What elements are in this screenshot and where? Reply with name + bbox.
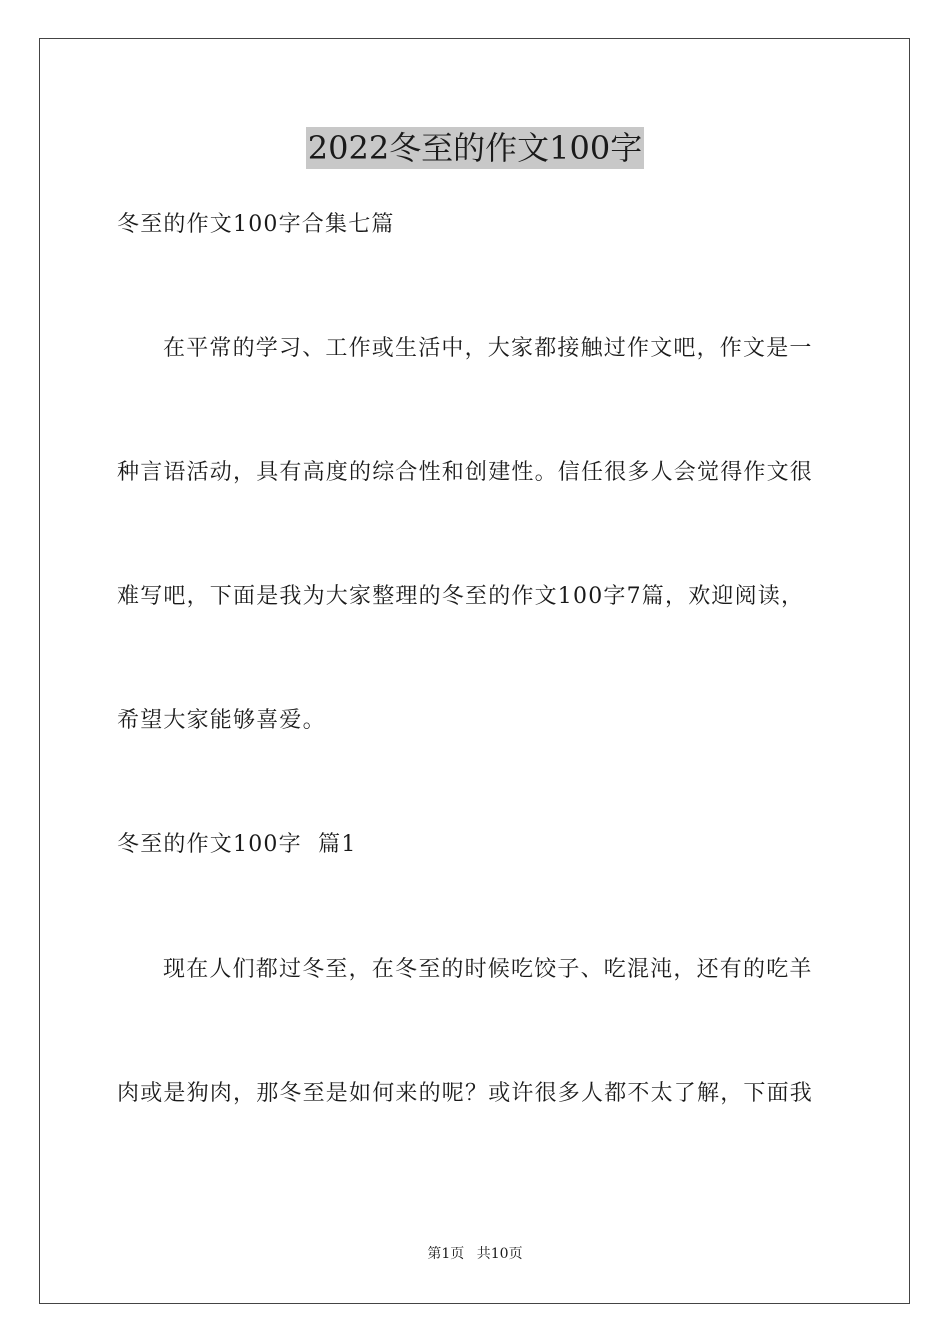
page-footer [0,1245,950,1263]
paragraph-line: 肉或是狗肉，那冬至是如何来的呢？或许很多人都不太了解，下面我 [117,1081,814,1106]
section-heading: 冬至的作文100字 篇1 [117,832,357,857]
paragraph-line: 种言语活动，具有高度的综合性和创建性。信任很多人会觉得作文很 [117,460,814,485]
page-total: 共10页 [476,1246,523,1262]
paragraph-line: 现在人们都过冬至，在冬至的时候吃饺子、吃混沌，还有的吃羊 [163,957,813,982]
document-title: 2022冬至的作文100字 [307,129,643,167]
paragraph-line: 在平常的学习、工作或生活中，大家都接触过作文吧，作文是一 [163,336,813,361]
page-number: 第1页 [427,1246,465,1262]
document-subtitle: 冬至的作文100字合集七篇 [117,212,395,237]
paragraph-line: 难写吧，下面是我为大家整理的冬至的作文100字7篇，欢迎阅读， [117,584,805,609]
title-container [0,127,950,169]
paragraph-line: 希望大家能够喜爱。 [117,708,326,733]
